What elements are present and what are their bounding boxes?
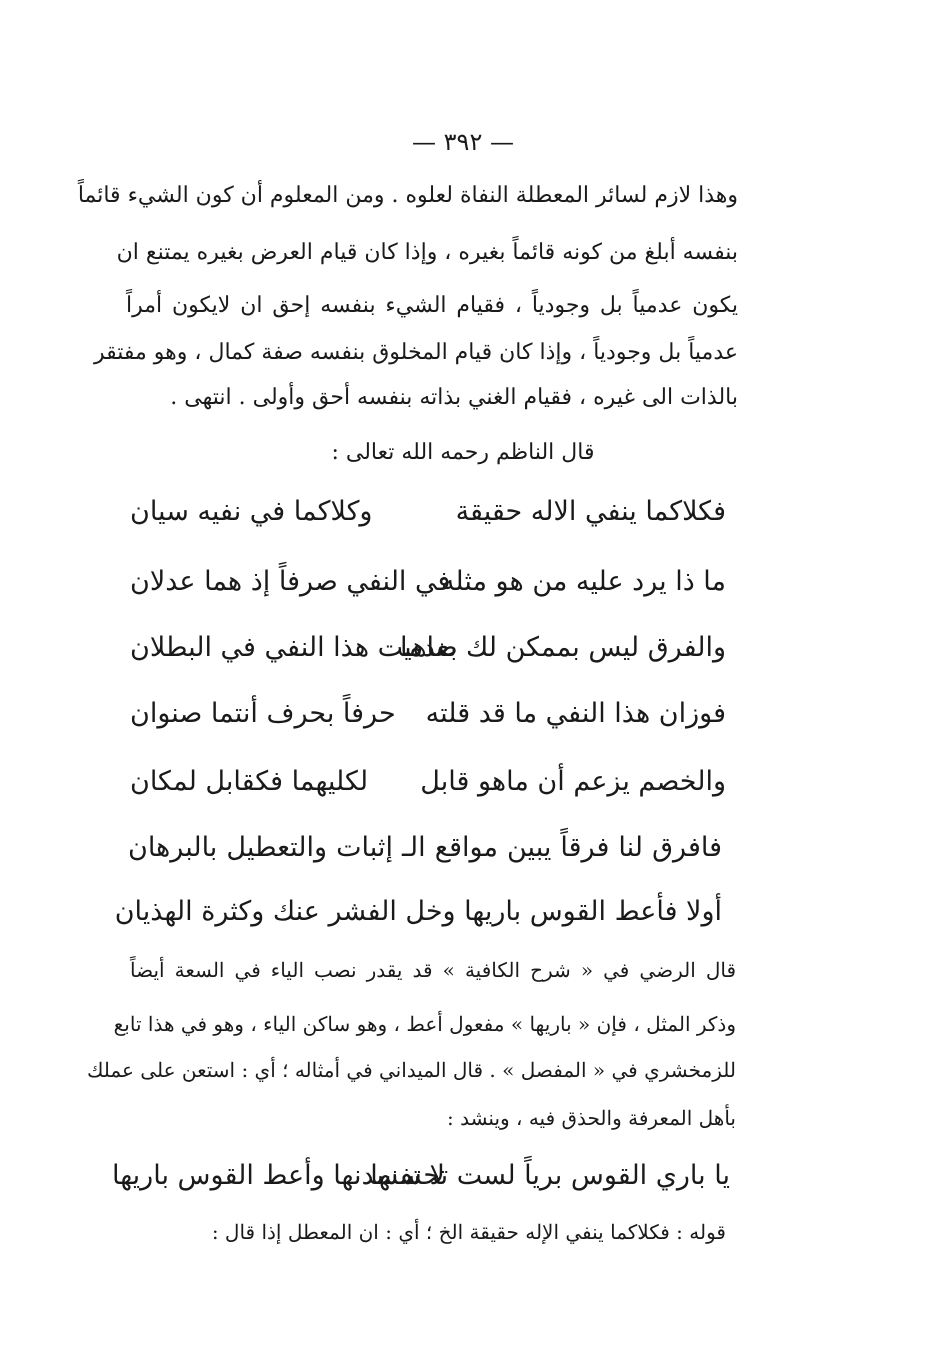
- commentary-line: قال الرضي في « شرح الكافية » قد يقدر نصب الياء في السعة أيضاً: [130, 958, 736, 982]
- verse-left-hemistich: حرفاً بحرف أنتما صنوان: [130, 698, 396, 729]
- prose-line: وهذا لازم لسائر المعطلة النفاة لعلوه . ومن المعلوم أن كون الشيء قائماً: [77, 183, 738, 208]
- prose-line: بالذات الى غيره ، فقيام الغني بذاته بنفسه أحق وأولى . انتهى .: [170, 385, 738, 410]
- commentary-line: وذكر المثل ، فإن « باريها » مفعول أعط ، وهو ساكن الياء ، وهو في هذا تابع: [113, 1012, 736, 1036]
- prose-line: يكون عدمياً بل وجودياً ، فقيام الشيء بنفسه إحق ان لايكون أمراً: [126, 293, 738, 318]
- footnote-line: قوله : فكلاكما ينفي الإله حقيقة الخ ؛ أي : ان المعطل إذا قال :: [211, 1220, 726, 1244]
- prose-line: عدمياً بل وجودياً ، وإذا كان قيام المخلوق بنفسه صفة كمال ، وهو مفتقر: [93, 340, 738, 365]
- verse-right-hemistich: فكلاكما ينفي الاله حقيقة: [455, 496, 726, 527]
- poem-heading: قال الناظم رحمه الله تعالى :: [331, 440, 595, 465]
- verse-left-hemistich: ضاهيت هذا النفي في البطلان: [130, 632, 458, 663]
- verse-left-hemistich: في النفي صرفاً إذ هما عدلان: [130, 566, 451, 597]
- verse-right-hemistich: فوزان هذا النفي ما قد قلته: [425, 698, 726, 729]
- commentary-line: بأهل المعرفة والحذق فيه ، وينشد :: [446, 1106, 736, 1130]
- commentary-line: للزمخشري في « المفصل » . قال الميداني في أمثاله ؛ أي : استعن على عملك: [86, 1058, 736, 1082]
- verse-left-hemistich: لكليهما فكقابل لمكان: [130, 766, 369, 797]
- quoted-verse-right: يا باري القوس برياً لست تحسنها: [370, 1160, 730, 1191]
- verse-right-hemistich: ما ذا يرد عليه من هو مثله: [440, 566, 726, 597]
- verse-right-hemistich: والخصم يزعم أن ماهو قابل: [420, 766, 726, 797]
- full-verse-line: فافرق لنا فرقاً يبين مواقع الـ إثبات والتعطيل بالبرهان: [128, 832, 722, 863]
- page-number: — ٣٩٢ —: [412, 128, 514, 156]
- verse-left-hemistich: وكلاكما في نفيه سيان: [130, 496, 373, 527]
- verse-right-hemistich: والفرق ليس بممكن لك بعدما: [400, 632, 726, 663]
- full-verse-line: أولا فأعط القوس باريها وخل الفشر عنك وكثرة الهذيان: [114, 896, 722, 927]
- prose-line: بنفسه أبلغ من كونه قائماً بغيره ، وإذا كان قيام العرض بغيره يمتنع ان: [116, 240, 738, 265]
- quoted-verse-left: لا تفسدنها وأعط القوس باريها: [112, 1160, 445, 1191]
